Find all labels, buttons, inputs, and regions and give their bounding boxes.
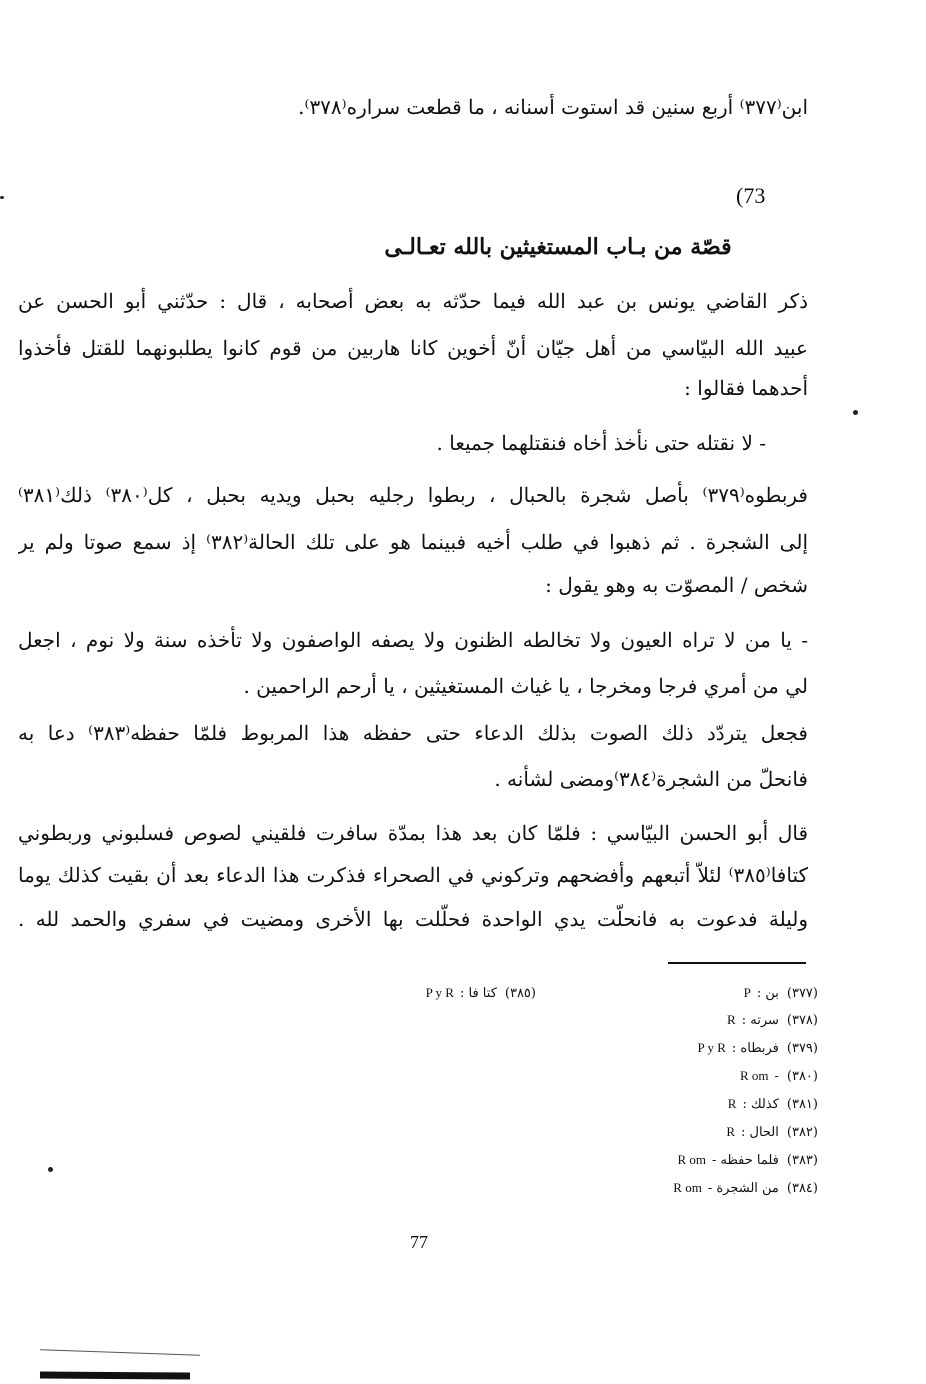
footnote-text: كتا فا : [459,986,497,1001]
footnote-code: P y R [425,985,454,1000]
footnote-number: (٣٧٩) [786,1041,818,1056]
text-line-7: إلى الشجرة . ثم ذهبوا في طلب أخيه فبينما هو على تلك الحالة⁽٣٨٢⁾ إذ سمع صوتا ولم ير [18,530,808,554]
footnote-rule [668,962,806,964]
text-line-15: وليلة فدعوت به فانحلّت يدي الواحدة فحلّلت بها الأخرى ومضيت في سفري والحمد لله . [18,907,808,931]
text-line-8: شخص / المصوّت به وهو يقول : [545,573,808,597]
text-line-2: ذكر القاضي يونس بن عبد الله فيما حدّثه به بعض أصحابه ، قال : حدّثني أبو الحسن عن [18,289,808,313]
text-line-10: لي من أمري فرجا ومخرجا ، يا غياث المستغيثين ، يا أرحم الراحمين . [243,674,808,698]
footnote-text: سرته : [741,1013,779,1028]
footnote-code: R [727,1012,736,1027]
footnote-code: R [727,1096,737,1111]
footnote-384 [673,1178,818,1199]
scan-edge-mark [40,1371,190,1379]
footnote-378 [727,1010,818,1031]
scan-speck [853,410,858,415]
text-line-14: كتافا⁽٣٨٥⁾ لئلاّ أتبعهم وأفضحهم وتركوني في الصحراء فذكرت هذا الدعاء بعد أن بقيت كذلك يوما [18,863,808,887]
footnote-number: (٣٨٣) [786,1153,818,1168]
footnote-number: (٣٧٨) [786,1013,818,1028]
text-line-5: - لا نقتله حتى نأخذ أخاه فنقتلهما جميعا . [436,431,766,455]
footnote-number: (٣٨٢) [786,1125,818,1140]
page-number: 77 [410,1232,428,1252]
footnote-382 [726,1122,818,1143]
footnote-text: من الشجرة - [707,1181,779,1196]
scan-speck [48,1167,53,1172]
footnote-code: R om [739,1068,769,1083]
footnote-text: الحال : [741,1125,779,1140]
footnote-385 [426,983,536,1004]
footnote-text: فربطاه : [731,1041,779,1056]
footnote-code: R om [677,1152,706,1167]
text-line-4: أحدهما فقالوا : [684,376,808,400]
footnote-number: (٣٨٠) [786,1069,818,1084]
text-line-3: عبيد الله البيّاسي من أهل جيّان أنّ أخوين كانا هاربين من قوم كانوا يطلبونهما للقتل فأخذوا [18,336,808,360]
footnote-377 [744,983,818,1004]
footnote-383 [677,1150,818,1171]
section-title: قصّة من بـاب المستغيثين بالله تعـالـى [384,234,732,260]
footnote-number: (٣٨٥) [504,986,536,1001]
scan-speck [0,196,4,199]
scan-edge-mark [40,1349,200,1356]
footnote-text: بن : [756,986,779,1001]
text-line-6: فربطوه⁽٣٧٩⁾ بأصل شجرة بالحبال ، ربطوا رجليه بحبل ويديه بحبل ، كل⁽٣٨٠⁾ ذلك⁽٣٨١⁾ [18,483,808,507]
footnote-text: فلما حفظه - [711,1153,779,1168]
text-line-9: - يا من لا تراه العيون ولا تخالطه الظنون ولا يصفه الواصفون ولا تأخذه سنة ولا نوم ، اجعل [18,628,808,652]
text-line-12: فانحلّ من الشجرة⁽٣٨٤⁾ومضى لشأنه . [494,767,808,791]
footnote-381 [728,1094,818,1115]
section-number: (73 [736,183,766,208]
footnote-text: - [774,1069,779,1084]
footnote-code: R om [673,1180,702,1195]
text-line-1: ابن⁽٣٧٧⁾ أربع سنين قد استوت أسنانه ، ما قطعت سراره⁽٣٧٨⁾. [298,95,808,119]
footnote-number: (٣٨٤) [786,1181,818,1196]
footnote-379 [698,1038,819,1059]
text-line-11: فجعل يتردّد ذلك الصوت بذلك الدعاء حتى حفظه هذا المربوط فلمّا حفظه⁽٣٨٣⁾ دعا به [18,721,808,745]
footnote-380 [740,1066,818,1087]
footnote-number: (٣٧٧) [786,986,818,1001]
footnote-text: كذلك : [742,1097,779,1112]
text-line-13: قال أبو الحسن البيّاسي : فلمّا كان بعد هذا بمدّة سافرت فلقيني لصوص فسلبوني وربطوني [18,821,808,845]
footnote-code: R [726,1124,735,1139]
footnote-code: P [743,985,751,1000]
footnote-code: P y R [697,1040,726,1055]
footnote-number: (٣٨١) [786,1097,818,1112]
